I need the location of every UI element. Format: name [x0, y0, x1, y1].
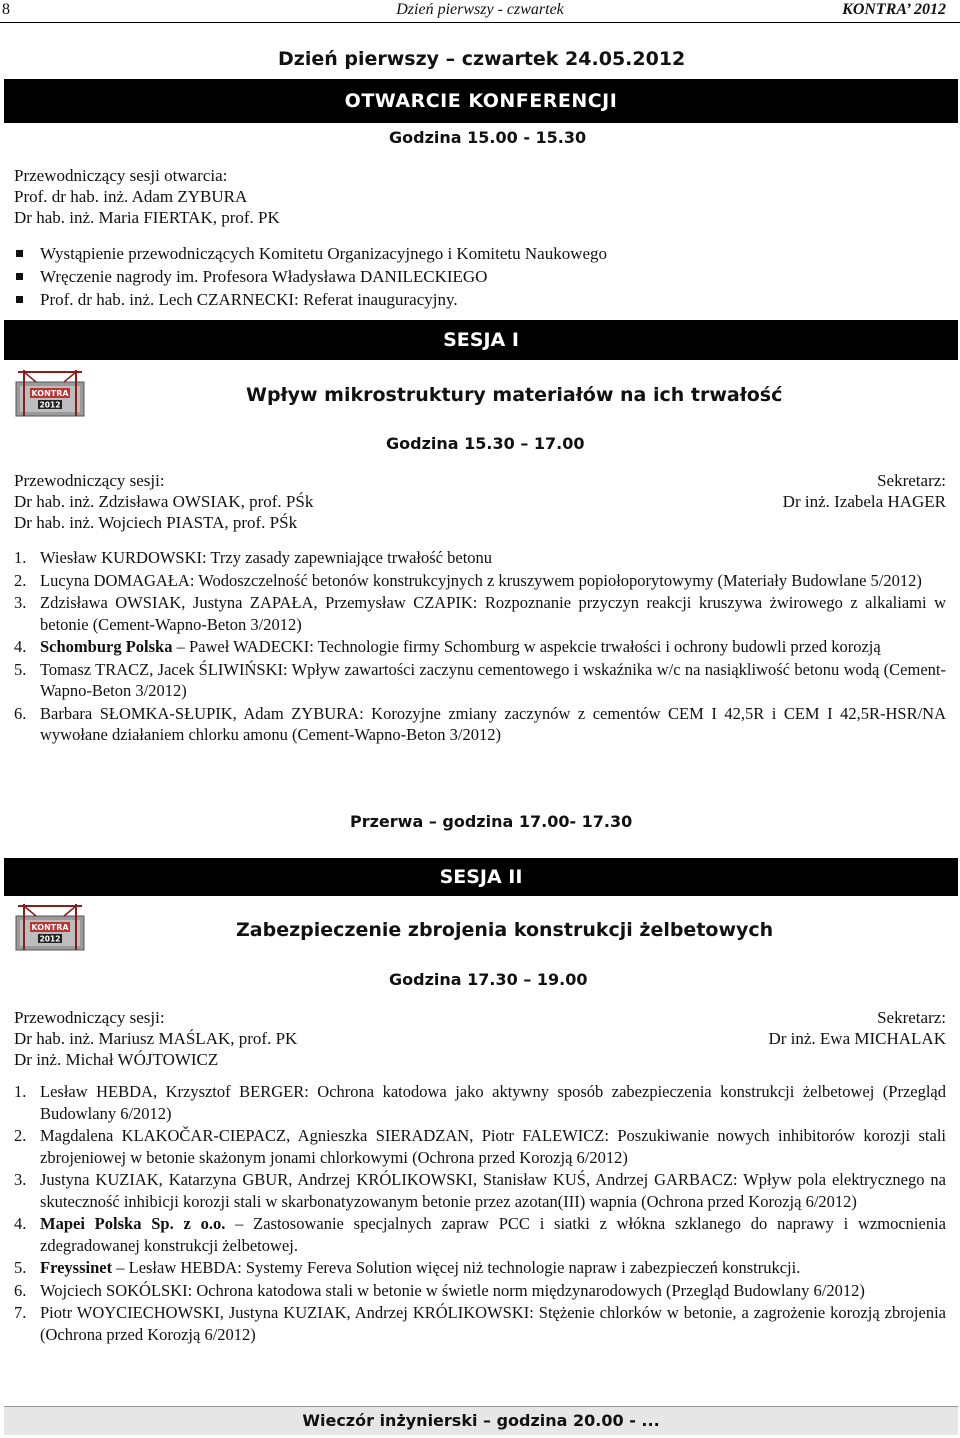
chair-label: Przewodniczący sesji: [14, 471, 165, 490]
talk-number: 1. [14, 1082, 27, 1101]
talk-text: Lesław HEBDA, Krzysztof BERGER: Ochrona katodowa jako aktywny sposób zabezpieczenia konstrukcji żelbetowej (Przegląd Budowlany 6/2012) [40, 1082, 946, 1123]
chair-name: Dr hab. inż. Zdzisława OWSIAK, prof. PŚk [14, 492, 314, 511]
talk-number: 2. [14, 1126, 27, 1145]
talk-number: 6. [14, 703, 27, 723]
evening-event: Wieczór inżynierski – godzina 20.00 - ... [4, 1406, 958, 1435]
talk-sponsor: Schomburg Polska [40, 637, 173, 656]
session2-banner: SESJA II [4, 858, 958, 896]
talk-item [14, 1169, 946, 1212]
agenda-item: Wystąpienie przewodniczących Komitetu Organizacyjnego i Komitetu Naukowego [14, 242, 607, 265]
crane-logo-icon [14, 368, 86, 418]
talk-sponsor: Mapei Polska Sp. z o.o. [40, 1214, 226, 1233]
talk-text: Zdzisława OWSIAK, Justyna ZAPAŁA, Przemysław CZAPIK: Rozpoznanie przyczyn reakcji kruszywa żwirowego z alkaliami w betonie (Cement-Wapno-Beton 3/2012) [40, 593, 946, 634]
talk-item [14, 1257, 946, 1279]
talk-item [14, 636, 946, 658]
secretary-label: Sekretarz: [877, 1008, 946, 1027]
opening-agenda [14, 242, 607, 311]
talk-text: Wojciech SOKÓLSKI: Ochrona katodowa stali w betonie w świetle norm międzynarodowych (Przegląd Budowlany 6/2012) [40, 1280, 865, 1300]
talk-item [14, 703, 946, 746]
talk-item [14, 1125, 946, 1168]
secretary-label: Sekretarz: [877, 471, 946, 490]
talk-number: 6. [14, 1280, 27, 1300]
running-header [0, 0, 960, 23]
talk-item [14, 547, 946, 569]
chair-name: Dr inż. Michał WÓJTOWICZ [14, 1050, 219, 1069]
chair-name: Dr hab. inż. Mariusz MAŚLAK, prof. PK [14, 1029, 298, 1048]
session1-banner: SESJA I [4, 320, 958, 360]
session2-chairs [14, 1007, 297, 1070]
kontra-logo [12, 900, 90, 954]
running-title: Dzień pierwszy - czwartek [396, 1, 564, 18]
crane-logo-icon [14, 902, 86, 952]
session1-title: Wpływ mikrostruktury materiałów na ich trwałość [246, 384, 783, 406]
session2-talks [14, 1081, 946, 1345]
talk-number: 3. [14, 593, 27, 612]
session1-talks [14, 547, 946, 746]
bullet-square-icon [16, 296, 23, 303]
talk-item [14, 592, 946, 635]
svg-text:KONTRA: KONTRA [31, 389, 69, 398]
chair-name: Dr hab. inż. Wojciech PIASTA, prof. PŚk [14, 513, 298, 532]
talk-text: Magdalena KLAKOČAR-CIEPACZ, Agnieszka SIERADZAN, Piotr FALEWICZ: Poszukiwanie nowych inhibitorów korozji stali zbrojeniowej w betonie skażonym jonami chlorkowymi (Ochrona przed Korozją 6/2012) [40, 1126, 946, 1167]
session2-secretary [768, 1007, 946, 1049]
opening-chair-label: Przewodniczący sesji otwarcia: [14, 166, 228, 185]
bullet-square-icon [16, 273, 23, 280]
talk-number: 1. [14, 548, 27, 567]
chair-label: Przewodniczący sesji: [14, 1008, 165, 1027]
talk-number: 3. [14, 1170, 27, 1189]
session1-time: Godzina 15.30 – 17.00 [386, 434, 585, 453]
talk-text: – Zastosowanie specjalnych zapraw PCC i siatki z włókna szklanego do naprawy i wzmocnienia zdegradowanej konstrukcji żelbetowej. [40, 1214, 946, 1255]
session1-chairs [14, 470, 313, 533]
talk-item [14, 1302, 946, 1345]
talk-text: Barbara SŁOMKA-SŁUPIK, Adam ZYBURA: Korozyjne zmiany zaczynów z cementów CEM I 42,5R i CEM I 42,5R-HSR/NA wywołane działaniem chlorku amonu (Cement-Wapno-Beton 3/2012) [40, 703, 946, 744]
talk-item [14, 1213, 946, 1256]
session2-title: Zabezpieczenie zbrojenia konstrukcji żelbetowych [236, 919, 774, 941]
svg-text:2012: 2012 [39, 400, 61, 410]
opening-banner: OTWARCIE KONFERENCJI [4, 79, 958, 123]
opening-chair: Dr hab. inż. Maria FIERTAK, prof. PK [14, 208, 280, 227]
talk-text: – Paweł WADECKI: Technologie firmy Schomburg w aspekcie trwałości i ochrony budowli przed korozją [172, 637, 881, 656]
opening-time: Godzina 15.00 - 15.30 [389, 128, 587, 147]
bullet-square-icon [16, 250, 23, 257]
talk-text: Tomasz TRACZ, Jacek ŚLIWIŃSKI: Wpływ zawartości zaczynu cementowego i wskaźnika w/c na nasiąkliwość betonu wodą (Cement-Wapno-Beton 3/2012) [40, 659, 946, 700]
talk-number: 2. [14, 570, 27, 590]
conference-name: KONTRA’ 2012 [842, 1, 946, 18]
talk-number: 5. [14, 659, 27, 679]
talk-item [14, 570, 946, 592]
opening-chair: Prof. dr hab. inż. Adam ZYBURA [14, 187, 248, 206]
session1-secretary [783, 470, 946, 512]
talk-text: Justyna KUZIAK, Katarzyna GBUR, Andrzej KRÓLIKOWSKI, Stanisław KUŚ, Andrzej GARBACZ: Wpływ pola elektrycznego na skuteczność inhibicji korozji stali w skarbonatyzowanym betonie przez azotan(III) wapnia (Ochrona przed Korozją 6/2012) [40, 1170, 946, 1211]
page-number: 8 [2, 1, 10, 18]
talk-item [14, 1280, 946, 1302]
talk-item [14, 1081, 946, 1124]
kontra-logo [12, 366, 90, 420]
svg-text:2012: 2012 [39, 934, 61, 944]
opening-chairs [14, 165, 280, 228]
svg-text:KONTRA: KONTRA [31, 923, 69, 932]
talk-text: – Lesław HEBDA: Systemy Fereva Solution więcej niż technologie napraw i zabezpieczeń konstrukcji. [112, 1258, 801, 1277]
secretary-name: Dr inż. Izabela HAGER [782, 492, 946, 511]
talk-number: 7. [14, 1303, 27, 1322]
talk-sponsor: Freyssinet [40, 1258, 113, 1277]
agenda-item: Prof. dr hab. inż. Lech CZARNECKI: Referat inauguracyjny. [14, 288, 607, 311]
talk-item [14, 659, 946, 702]
session2-time: Godzina 17.30 – 19.00 [389, 970, 588, 989]
talk-number: 4. [14, 1214, 27, 1233]
agenda-item: Wręczenie nagrody im. Profesora Władysława DANILECKIEGO [14, 265, 607, 288]
break-notice: Przerwa – godzina 17.00- 17.30 [350, 812, 633, 831]
secretary-name: Dr inż. Ewa MICHALAK [768, 1029, 946, 1048]
talk-text: Lucyna DOMAGAŁA: Wodoszczelność betonów konstrukcyjnych z kruszywem popiołoporytowymy (Materiały Budowlane 5/2012) [40, 570, 922, 590]
talk-number: 5. [14, 1258, 27, 1277]
talk-text: Piotr WOYCIECHOWSKI, Justyna KUZIAK, Andrzej KRÓLIKOWSKI: Stężenie chlorków w betonie, a zagrożenie korozją zbrojenia (Ochrona przed Korozją 6/2012) [40, 1303, 946, 1344]
talk-number: 4. [14, 637, 27, 656]
day-title: Dzień pierwszy – czwartek 24.05.2012 [278, 48, 686, 70]
talk-text: Wiesław KURDOWSKI: Trzy zasady zapewniające trwałość betonu [40, 548, 493, 567]
